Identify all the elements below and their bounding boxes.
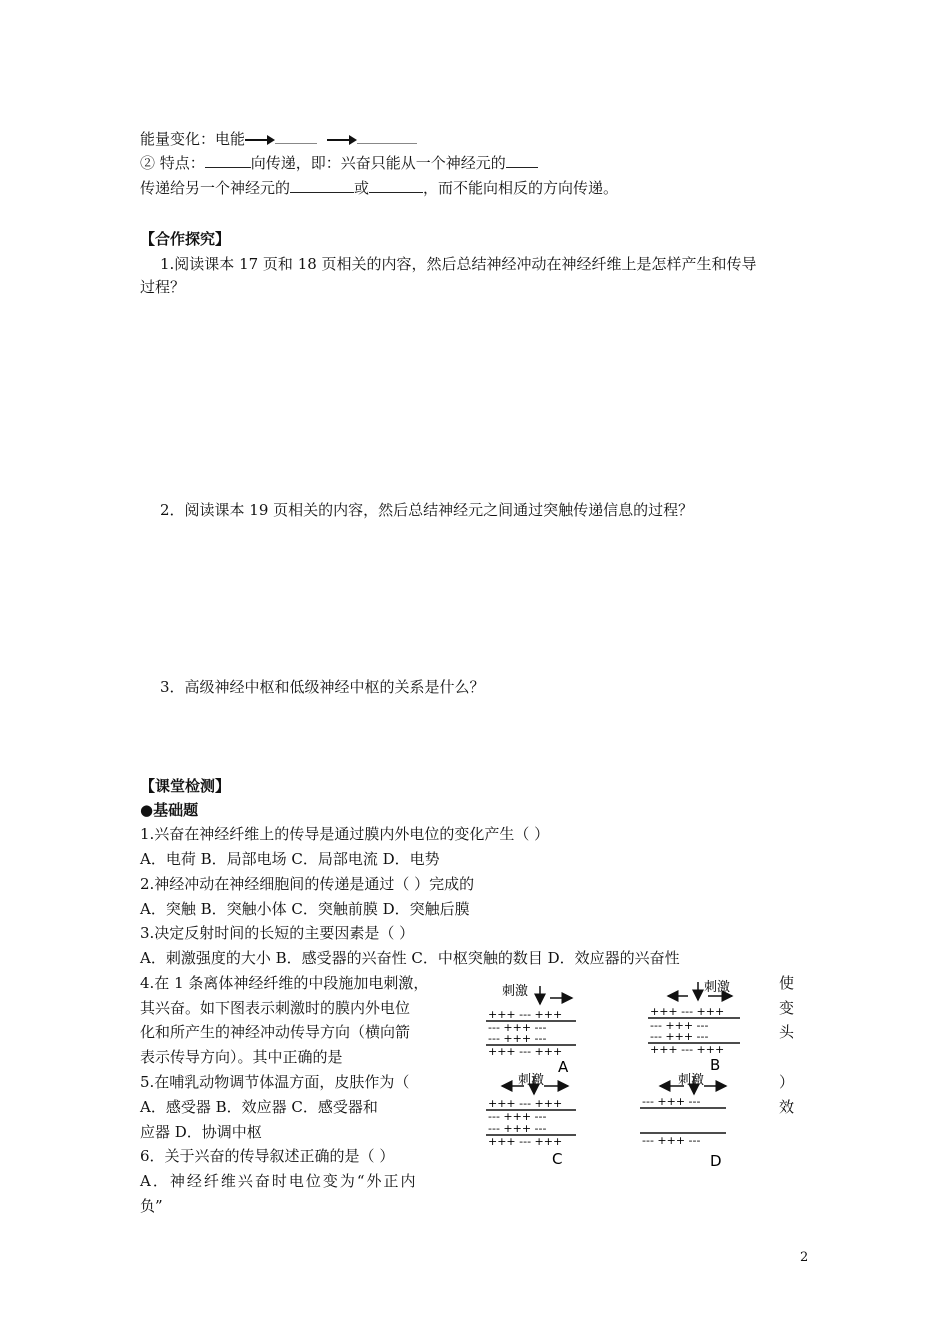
question-4-cont: 其兴奋。如下图表示刺激时的膜内外电位 <box>140 999 411 1017</box>
coop-q1-cont: 过程？ <box>140 278 186 296</box>
question-4-right: 头 <box>779 1023 795 1041</box>
feature-line-2 <box>140 178 618 198</box>
question-4-right: 使 <box>779 974 795 992</box>
svg-text:--- +++ ---: --- +++ --- <box>488 1110 547 1123</box>
charge-row: --- +++ --- <box>488 1032 547 1045</box>
label-a: A <box>558 1058 569 1076</box>
svg-text:+++ --- +++: +++ --- +++ <box>650 1043 725 1056</box>
question-5-options: A．感受器 B．效应器 C．感受器和 <box>140 1098 378 1116</box>
question-4: 4.在 1 条离体神经纤维的中段施加电刺激， <box>140 974 429 992</box>
stim-label: 刺激 <box>704 980 731 995</box>
question-3-options: A．刺激强度的大小 B．感受器的兴奋性 C．中枢突触的数目 D．效应器的兴奋性 <box>140 949 680 967</box>
svg-text:--- +++ ---: --- +++ --- <box>488 1122 547 1135</box>
coop-heading: 【合作探究】 <box>140 230 231 248</box>
charge-row: +++ --- +++ <box>488 1008 563 1021</box>
coop-q3: 3．高级神经中枢和低级神经中枢的关系是什么？ <box>160 678 485 696</box>
blank <box>506 153 538 168</box>
diagram-c <box>486 1072 576 1168</box>
blank <box>275 131 317 144</box>
question-4-cont: 表示传导方向）。其中正确的是 <box>140 1048 343 1066</box>
diagram-b <box>648 979 740 1074</box>
blank <box>205 153 251 168</box>
feature-prefix: ② 特点： <box>140 154 205 172</box>
svg-text:--- +++ ---: --- +++ --- <box>650 1030 709 1043</box>
arrow-icon <box>245 135 275 145</box>
question-6-option-a-cont: 负” <box>140 1197 163 1215</box>
label-c: C <box>552 1150 563 1168</box>
feature-line <box>140 153 538 173</box>
svg-text:+++ --- +++: +++ --- +++ <box>650 1005 725 1018</box>
diagram-a <box>486 983 576 1076</box>
question-5-right: 效 <box>779 1098 795 1116</box>
svg-text:+++ --- +++: +++ --- +++ <box>488 1135 563 1148</box>
question-6: 6．关于兴奋的传导叙述正确的是（ ） <box>140 1147 395 1165</box>
feature-text: 传递给另一个神经元的 <box>140 179 291 197</box>
nerve-fiber-figure <box>478 972 778 1172</box>
svg-text:--- +++ ---: --- +++ --- <box>642 1095 701 1108</box>
page-number: 2 <box>800 1250 809 1265</box>
energy-label: 能量变化：电能 <box>140 130 246 148</box>
question-4-cont: 化和所产生的神经冲动传导方向（横向箭 <box>140 1023 411 1041</box>
question-5-right: ） <box>779 1073 795 1091</box>
feature-text: 或 <box>354 179 370 197</box>
svg-text:+++ --- +++: +++ --- +++ <box>488 1097 563 1110</box>
charge-row: +++ --- +++ <box>488 1045 563 1058</box>
coop-q2: 2．阅读课本 19 页相关的内容，然后总结神经元之间通过突触传递信息的过程？ <box>160 501 694 519</box>
stim-label: 刺激 <box>502 984 529 999</box>
test-heading: 【课堂检测】 <box>140 777 231 795</box>
blank <box>369 178 423 193</box>
basic-heading: ●基础题 <box>140 801 199 819</box>
question-3: 3.决定反射时间的长短的主要因素是（ ） <box>140 924 415 942</box>
stim-label: 刺激 <box>678 1073 705 1088</box>
svg-text:--- +++ ---: --- +++ --- <box>650 1019 709 1032</box>
feature-text: ，而不能向相反的方向传递。 <box>423 179 619 197</box>
feature-mid: 向传递，即：兴奋只能从一个神经元的 <box>250 154 506 172</box>
label-d: D <box>710 1152 722 1170</box>
question-5: 5.在哺乳动物调节体温方面，皮肤作为（ <box>140 1073 410 1091</box>
energy-line <box>140 129 417 149</box>
question-4-right: 变 <box>779 999 795 1017</box>
label-b: B <box>710 1056 721 1074</box>
stim-label: 刺激 <box>518 1073 545 1088</box>
diagram-d <box>640 1072 726 1170</box>
charge-row: --- +++ --- <box>488 1021 547 1034</box>
coop-q1: 1.阅读课本 17 页和 18 页相关的内容，然后总结神经冲动在神经纤维上是怎样产生和传导 <box>160 255 757 273</box>
question-6-option-a: A．神经纤维兴奋时电位变为“外正内 <box>140 1172 418 1190</box>
question-2-options: A．突触 B．突触小体 C．突触前膜 D．突触后膜 <box>140 900 470 918</box>
question-1-options: A．电荷 B．局部电场 C．局部电流 D．电势 <box>140 850 440 868</box>
arrow-icon <box>327 135 357 145</box>
blank <box>290 178 354 193</box>
blank <box>357 131 417 144</box>
question-1: 1.兴奋在神经纤维上的传导是通过膜内外电位的变化产生（ ） <box>140 825 550 843</box>
svg-text:--- +++ ---: --- +++ --- <box>642 1134 701 1147</box>
question-5-options-cont: 应器 D．协调中枢 <box>140 1123 262 1141</box>
question-2: 2.神经冲动在神经细胞间的传递是通过（ ）完成的 <box>140 875 475 893</box>
